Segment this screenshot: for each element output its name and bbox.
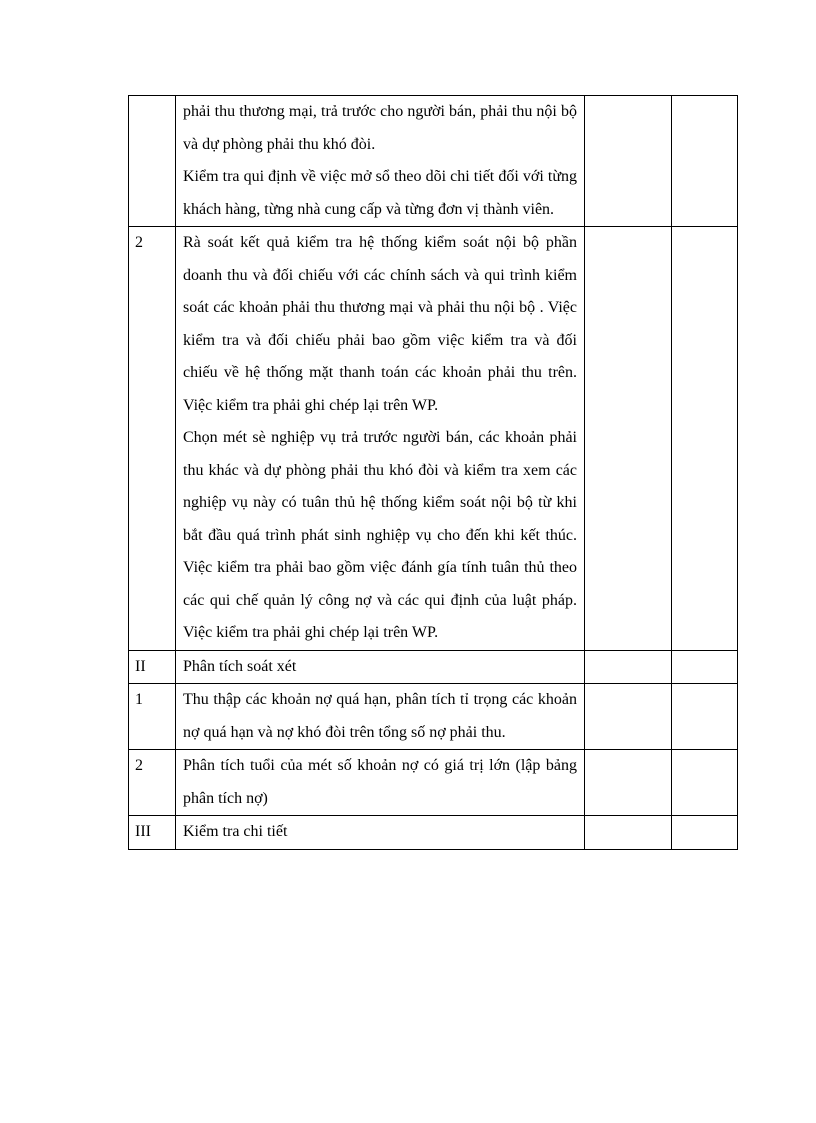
paragraph: Phân tích tuổi của mét số khoản nợ có giá trị lớn (lập bảng phân tích nợ) (183, 757, 577, 807)
table-row (129, 684, 738, 750)
empty-cell (585, 227, 672, 651)
paragraph: phải thu thương mại, trả trước cho người bán, phải thu nội bộ và dự phòng phải thu khó đòi. (183, 103, 577, 153)
empty-cell (672, 750, 738, 816)
empty-cell (585, 96, 672, 227)
empty-cell (672, 96, 738, 227)
row-number-cell: II (129, 650, 176, 684)
table-row (129, 650, 738, 684)
row-content-cell (176, 750, 585, 816)
section-heading: Phân tích soát xét (183, 657, 297, 675)
row-number-cell: III (129, 816, 176, 850)
empty-cell (585, 684, 672, 750)
paragraph: Kiểm tra qui định về việc mở sổ theo dõi chi tiết đối với từng khách hàng, từng nhà cung cấp và từng đơn vị thành viên. (183, 168, 577, 218)
table-row (129, 816, 738, 850)
empty-cell (672, 684, 738, 750)
empty-cell (585, 750, 672, 816)
row-content-cell (176, 650, 585, 684)
empty-cell (672, 816, 738, 850)
row-number-cell: 1 (129, 684, 176, 750)
empty-cell (672, 650, 738, 684)
row-number-cell: 2 (129, 750, 176, 816)
row-number-cell: 2 (129, 227, 176, 651)
paragraph: Chọn mét sè nghiệp vụ trả trước người bán, các khoản phải thu khác và dự phòng phải thu khó đòi và kiểm tra xem các nghiệp vụ này có tuân thủ hệ thống kiểm soát nội bộ từ khi bắt đầu quá trình phát sinh nghiệp vụ cho đến khi kết thúc. Việc kiểm tra phải bao gồm việc đánh gía tính tuân thủ theo các qui chế quản lý công nợ và các qui định của luật pháp. Việc kiểm tra phải ghi chép lại trên WP. (183, 429, 577, 641)
row-content-cell (176, 684, 585, 750)
table-row (129, 750, 738, 816)
section-heading: Kiểm tra chi tiết (183, 823, 288, 840)
empty-cell (585, 650, 672, 684)
paragraph: Thu thập các khoản nợ quá hạn, phân tích tỉ trọng các khoản nợ quá hạn và nợ khó đòi trên tổng số nợ phải thu. (183, 691, 577, 741)
procedure-table (128, 95, 738, 850)
table-row (129, 227, 738, 651)
row-content-cell (176, 227, 585, 651)
row-content-cell (176, 96, 585, 227)
empty-cell (672, 227, 738, 651)
paragraph: Rà soát kết quả kiểm tra hệ thống kiểm soát nội bộ phần doanh thu và đối chiếu với các chính sách và qui trình kiểm soát các khoản phải thu thương mại và phải thu nội bộ . Việc kiểm tra và đối chiếu phải bao gồm việc kiểm tra và đối chiếu về hệ thống mặt thanh toán các khoản phải thu trên. Việc kiểm tra phải ghi chép lại trên WP. (183, 234, 577, 414)
table-row (129, 96, 738, 227)
row-content-cell (176, 816, 585, 850)
row-number-cell (129, 96, 176, 227)
empty-cell (585, 816, 672, 850)
